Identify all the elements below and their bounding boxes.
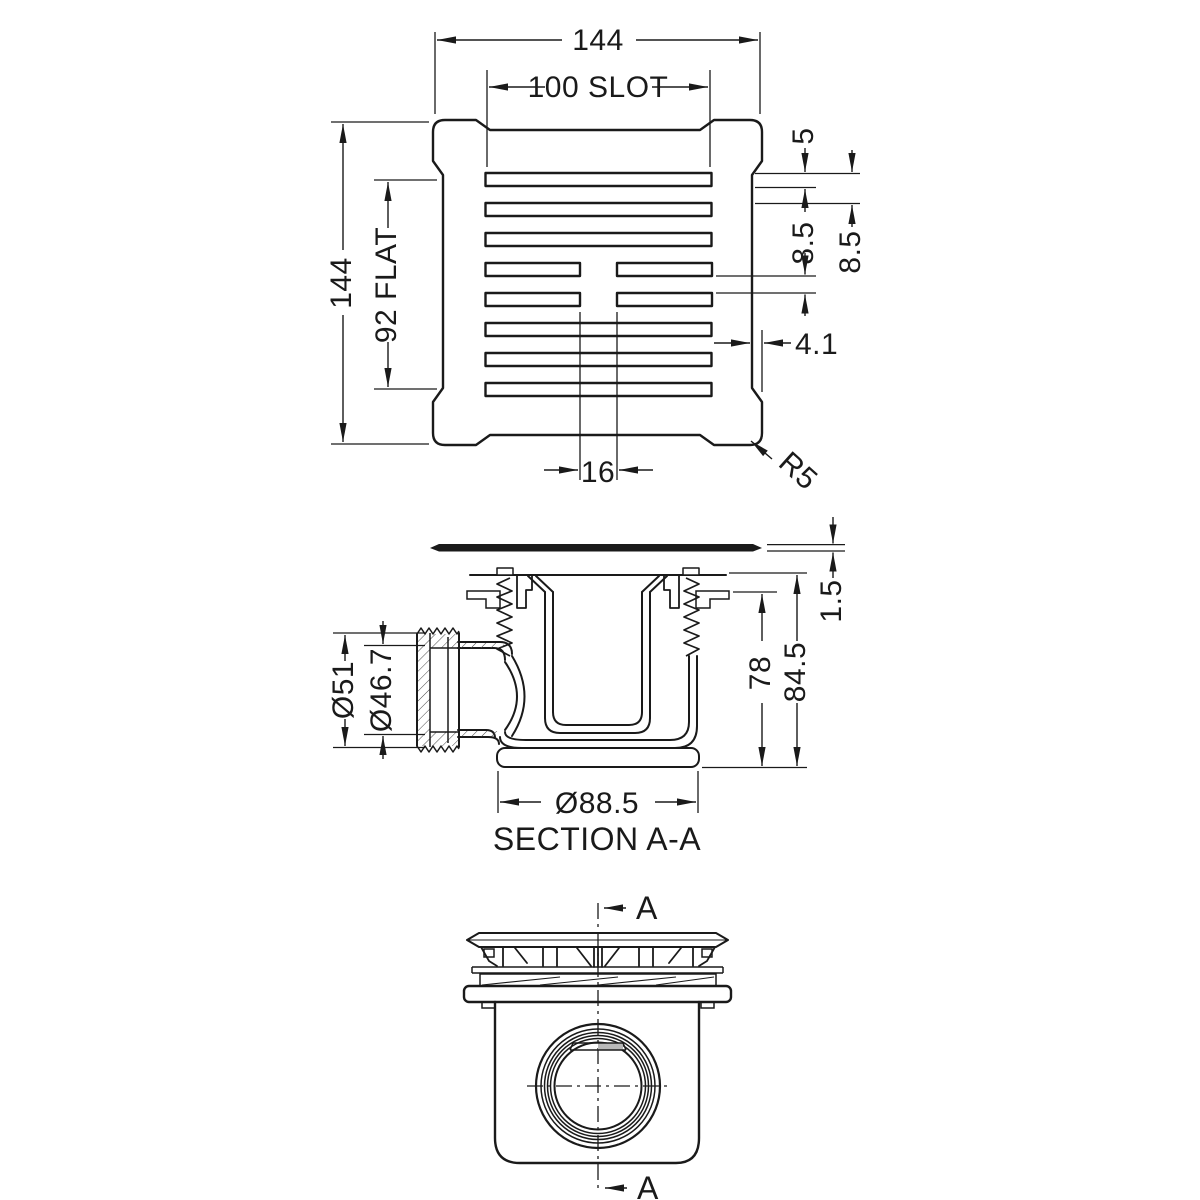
pipe-wall-hatch-top: [458, 643, 504, 648]
section-inner-cup: [545, 592, 650, 733]
dim-overall-height: 84.5: [779, 641, 812, 703]
dim-outlet-outer-dia: Ø51: [327, 660, 360, 720]
section-outlet-pipe: [458, 642, 525, 744]
elevation-view: [464, 890, 731, 1200]
section-view: [327, 517, 848, 857]
section-wing-right: [696, 591, 729, 608]
top-view-dimension-arrows: [343, 40, 852, 470]
dim-corner-radius: R5: [772, 445, 824, 497]
dim-slot-thickness: 5: [787, 127, 820, 145]
dim-edge-step: 4.1: [795, 328, 839, 361]
dim-overall-height: 144: [325, 257, 358, 309]
dim-overall-width: 144: [572, 24, 624, 57]
section-outer-shell: [500, 656, 697, 748]
plate-supports: [481, 947, 715, 967]
pipe-wall-hatch-bottom: [458, 731, 498, 737]
section-nut: [417, 628, 459, 752]
section-wing-left: [467, 591, 500, 608]
dim-body-dia: Ø88.5: [554, 787, 640, 820]
dim-center-gap: 16: [580, 456, 616, 489]
dim-slot-gap: 8.5: [787, 221, 820, 265]
grate-top-view: [325, 24, 867, 497]
dim-plate-thickness: 1.5: [815, 579, 848, 623]
grate-plate-edge: [430, 544, 762, 552]
section-marker-top: A: [636, 890, 658, 926]
dim-slot-pitch: 8.5: [834, 230, 867, 274]
dim-slot-length: 100 SLOT: [527, 71, 669, 104]
grate-slots: [486, 173, 713, 396]
section-title: SECTION A-A: [492, 821, 702, 857]
section-marker-bottom: A: [637, 1170, 659, 1200]
dim-flat-width: 92 FLAT: [370, 226, 403, 344]
section-base-flange: [497, 748, 699, 767]
dim-outlet-inner-dia: Ø46.7: [365, 647, 398, 733]
dim-inner-height: 78: [744, 655, 777, 691]
